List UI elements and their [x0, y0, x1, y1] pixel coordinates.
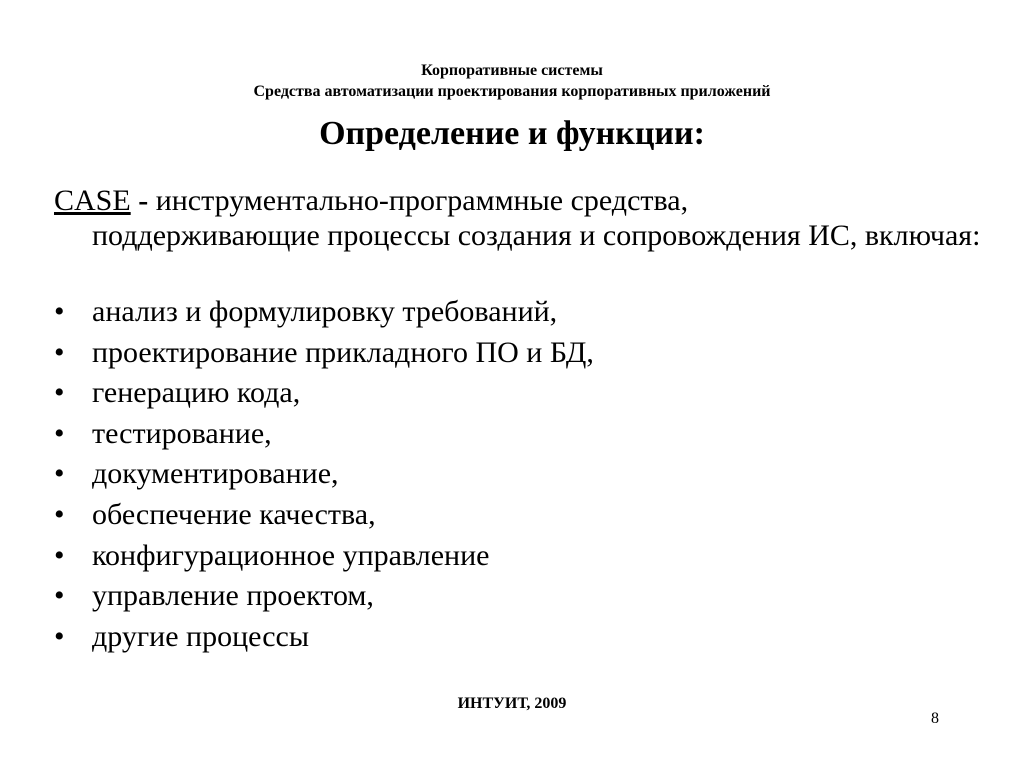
list-item-text: обеспечение качества,: [92, 497, 376, 531]
bullet-icon: •: [54, 538, 65, 572]
bullet-icon: •: [54, 619, 65, 653]
list-item-text: другие процессы: [92, 619, 310, 653]
list-item: [54, 292, 984, 333]
list-item: [54, 495, 984, 536]
bullet-icon: •: [54, 457, 65, 491]
definition-first-line: [54, 183, 984, 218]
header-course-title: Корпоративные системы: [421, 62, 603, 79]
bullet-icon: •: [54, 497, 65, 531]
list-item-text: документирование,: [92, 457, 339, 491]
list-item: [54, 454, 984, 495]
list-item-text: управление проектом,: [92, 579, 374, 613]
header-lecture-title: Средства автоматизации проектирования корпоративных приложений: [253, 83, 771, 100]
bullet-icon: •: [54, 579, 65, 613]
list-item: [54, 536, 984, 577]
case-definition: [54, 183, 984, 253]
definition-text-first: инструментально-программные средства,: [155, 184, 689, 217]
slide-footer: ИНТУИТ, 2009: [457, 695, 567, 712]
list-item: [54, 576, 984, 617]
list-item-text: проектирование прикладного ПО и БД,: [92, 335, 594, 369]
bullet-icon: •: [54, 335, 65, 369]
functions-list: [54, 292, 984, 657]
definition-dash: -: [130, 184, 156, 217]
case-term: CASE: [54, 184, 131, 217]
list-item: [54, 414, 984, 455]
list-item-text: анализ и формулировку требований,: [92, 295, 558, 328]
list-item-text: генерацию кода,: [92, 376, 301, 410]
slide-title: Определение и функции:: [319, 115, 705, 152]
list-item: [54, 333, 984, 374]
list-item-text: тестирование,: [92, 416, 272, 450]
list-item: [54, 373, 984, 414]
page-number: 8: [931, 710, 939, 727]
list-item: [54, 617, 984, 658]
list-item-text: конфигурационное управление: [92, 538, 490, 572]
slide-header: [0, 60, 1024, 102]
definition-text-rest: поддерживающие процессы создания и сопровождения ИС, включая:: [92, 219, 981, 252]
bullet-icon: •: [54, 416, 65, 450]
bullet-icon: •: [54, 295, 65, 328]
bullet-icon: •: [54, 376, 65, 410]
